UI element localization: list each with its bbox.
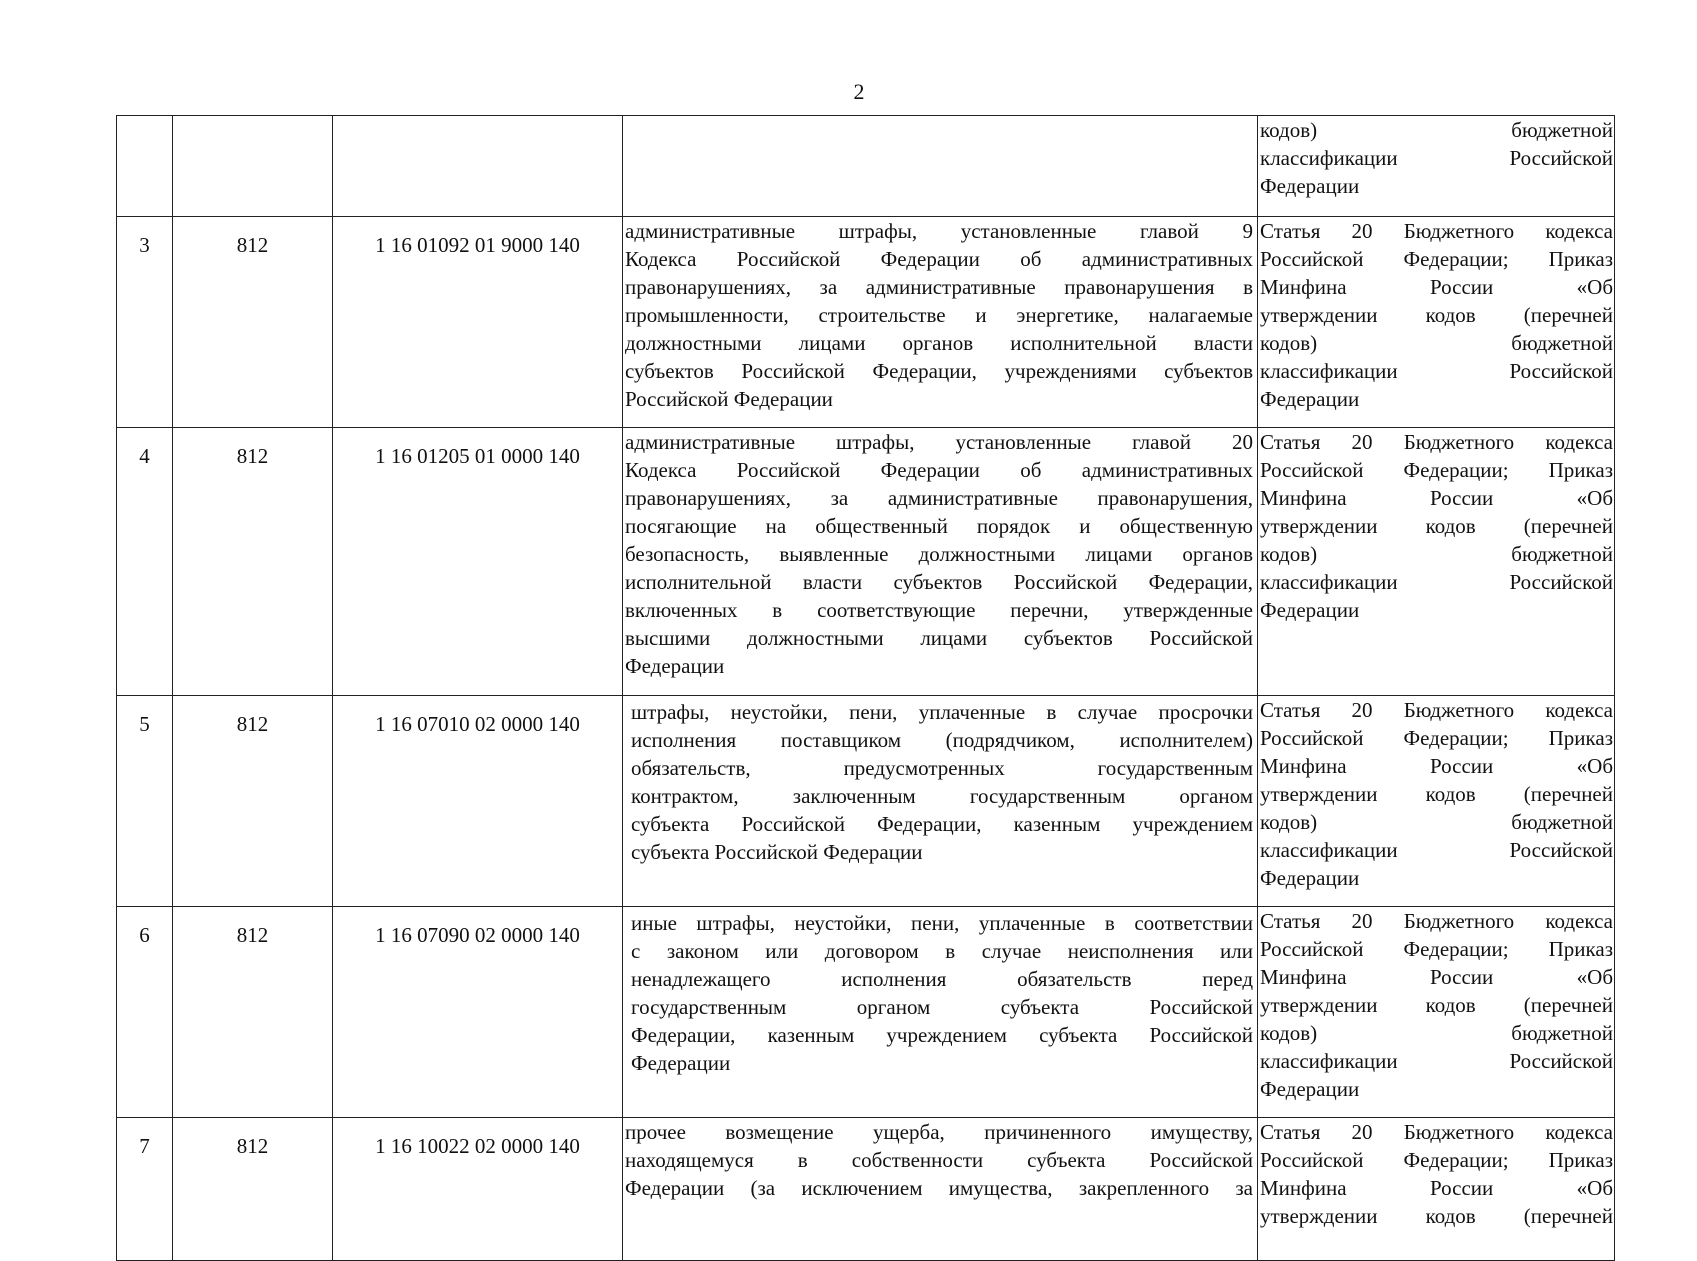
description-line: Федерации (за исключением имущества, закрепленного за (625, 1176, 1253, 1200)
description-cell (623, 217, 1258, 428)
legal-basis-cell (1258, 428, 1615, 696)
budget-revenue-table (116, 115, 1615, 1261)
basis-line: Российской Федерации; Приказ (1260, 247, 1613, 271)
page-number: 2 (853, 79, 865, 104)
basis-line: Статья 20 Бюджетного кодекса (1260, 219, 1613, 243)
table-row (117, 1118, 1615, 1261)
description-line: правонарушениях, за административные правонарушения, (625, 486, 1253, 510)
legal-basis-cell (1258, 1118, 1615, 1261)
legal-basis-cell (1258, 696, 1615, 907)
kbk-code-cell: 1 16 07090 02 0000 140 (333, 907, 623, 1118)
basis-line: классификации Российской (1260, 359, 1613, 383)
description-line: иные штрафы, неустойки, пени, уплаченные в соответствии (631, 911, 1253, 935)
basis-line: Российской Федерации; Приказ (1260, 1148, 1613, 1172)
table-row (117, 428, 1615, 696)
row-number-cell: 4 (117, 428, 173, 696)
description-line: посягающие на общественный порядок и общественную (625, 514, 1253, 538)
admin-code-cell: 812 (173, 696, 333, 907)
basis-line: утверждении кодов (перечней (1260, 1204, 1613, 1228)
basis-line: классификации Российской (1260, 570, 1613, 594)
basis-line: Минфина России «Об (1260, 965, 1613, 989)
description-line: безопасность, выявленные должностными лицами органов (625, 542, 1253, 566)
basis-line: Российской Федерации; Приказ (1260, 726, 1613, 750)
description-line: высшими должностными лицами субъектов Российской (625, 626, 1253, 650)
description-line: Федерации, казенным учреждением субъекта Российской (631, 1023, 1253, 1047)
admin-code-cell: 812 (173, 1118, 333, 1261)
row-number-cell: 6 (117, 907, 173, 1118)
admin-code-cell (173, 116, 333, 217)
basis-line: классификации Российской (1260, 146, 1613, 170)
description-line: исполнения поставщиком (подрядчиком, исполнителем) (631, 728, 1253, 752)
description-line: Российской Федерации (625, 387, 833, 411)
description-cell (623, 428, 1258, 696)
basis-line: Федерации (1260, 866, 1360, 890)
table-row (117, 696, 1615, 907)
description-line: обязательств, предусмотренных государственным (631, 756, 1253, 780)
basis-line: утверждении кодов (перечней (1260, 514, 1613, 538)
basis-line: Федерации (1260, 598, 1360, 622)
basis-line: Российской Федерации; Приказ (1260, 458, 1613, 482)
kbk-code-cell: 1 16 10022 02 0000 140 (333, 1118, 623, 1261)
basis-line: утверждении кодов (перечней (1260, 782, 1613, 806)
description-cell (623, 907, 1258, 1118)
description-cell (623, 116, 1258, 217)
description-line: государственным органом субъекта Российской (631, 995, 1253, 1019)
description-line: прочее возмещение ущерба, причиненного имуществу, (625, 1120, 1253, 1144)
basis-line: кодов) бюджетной (1260, 542, 1613, 566)
admin-code-cell: 812 (173, 907, 333, 1118)
description-line: Федерации (625, 654, 725, 678)
table-row-continuation (117, 116, 1615, 217)
description-line: Федерации (631, 1051, 731, 1075)
basis-line: Минфина России «Об (1260, 486, 1613, 510)
kbk-code-cell: 1 16 01092 01 9000 140 (333, 217, 623, 428)
legal-basis-cell (1258, 116, 1615, 217)
legal-basis-cell (1258, 217, 1615, 428)
kbk-code-cell: 1 16 01205 01 0000 140 (333, 428, 623, 696)
basis-line: Минфина России «Об (1260, 754, 1613, 778)
basis-line: Статья 20 Бюджетного кодекса (1260, 430, 1613, 454)
basis-line: Федерации (1260, 174, 1360, 198)
description-cell (623, 1118, 1258, 1261)
basis-line: Статья 20 Бюджетного кодекса (1260, 698, 1613, 722)
description-line: правонарушениях, за административные правонарушения в (625, 275, 1253, 299)
description-cell (623, 696, 1258, 907)
row-number-cell: 5 (117, 696, 173, 907)
table-row (117, 907, 1615, 1118)
description-line: штрафы, неустойки, пени, уплаченные в случае просрочки (631, 700, 1253, 724)
description-line: ненадлежащего исполнения обязательств перед (631, 967, 1253, 991)
kbk-code-cell (333, 116, 623, 217)
table-row (117, 217, 1615, 428)
basis-line: классификации Российской (1260, 838, 1613, 862)
basis-line: кодов) бюджетной (1260, 118, 1613, 142)
basis-line: Статья 20 Бюджетного кодекса (1260, 1120, 1613, 1144)
description-line: Кодекса Российской Федерации об административных (625, 247, 1253, 271)
description-line: исполнительной власти субъектов Российской Федерации, (625, 570, 1253, 594)
description-line: промышленности, строительстве и энергетике, налагаемые (625, 303, 1253, 327)
basis-line: Российской Федерации; Приказ (1260, 937, 1613, 961)
basis-line: классификации Российской (1260, 1049, 1613, 1073)
basis-line: Минфина России «Об (1260, 275, 1613, 299)
description-line: с законом или договором в случае неисполнения или (631, 939, 1253, 963)
basis-line: Статья 20 Бюджетного кодекса (1260, 909, 1613, 933)
legal-basis-cell (1258, 907, 1615, 1118)
description-line: Кодекса Российской Федерации об административных (625, 458, 1253, 482)
basis-line: Минфина России «Об (1260, 1176, 1613, 1200)
admin-code-cell: 812 (173, 428, 333, 696)
description-line: контрактом, заключенным государственным органом (631, 784, 1253, 808)
description-line: субъектов Российской Федерации, учреждениями субъектов (625, 359, 1253, 383)
basis-line: кодов) бюджетной (1260, 1021, 1613, 1045)
row-number-cell: 3 (117, 217, 173, 428)
description-line: административные штрафы, установленные главой 20 (625, 430, 1253, 454)
row-number-cell (117, 116, 173, 217)
basis-line: кодов) бюджетной (1260, 810, 1613, 834)
kbk-code-cell: 1 16 07010 02 0000 140 (333, 696, 623, 907)
description-line: субъекта Российской Федерации, казенным учреждением (631, 812, 1253, 836)
basis-line: утверждении кодов (перечней (1260, 993, 1613, 1017)
description-line: включенных в соответствующие перечни, утвержденные (625, 598, 1253, 622)
description-line: должностными лицами органов исполнительной власти (625, 331, 1253, 355)
admin-code-cell: 812 (173, 217, 333, 428)
basis-line: утверждении кодов (перечней (1260, 303, 1613, 327)
description-line: административные штрафы, установленные главой 9 (625, 219, 1253, 243)
basis-line: кодов) бюджетной (1260, 331, 1613, 355)
description-line: находящемуся в собственности субъекта Российской (625, 1148, 1253, 1172)
basis-line: Федерации (1260, 1077, 1360, 1101)
basis-line: Федерации (1260, 387, 1360, 411)
row-number-cell: 7 (117, 1118, 173, 1261)
description-line: субъекта Российской Федерации (631, 840, 923, 864)
